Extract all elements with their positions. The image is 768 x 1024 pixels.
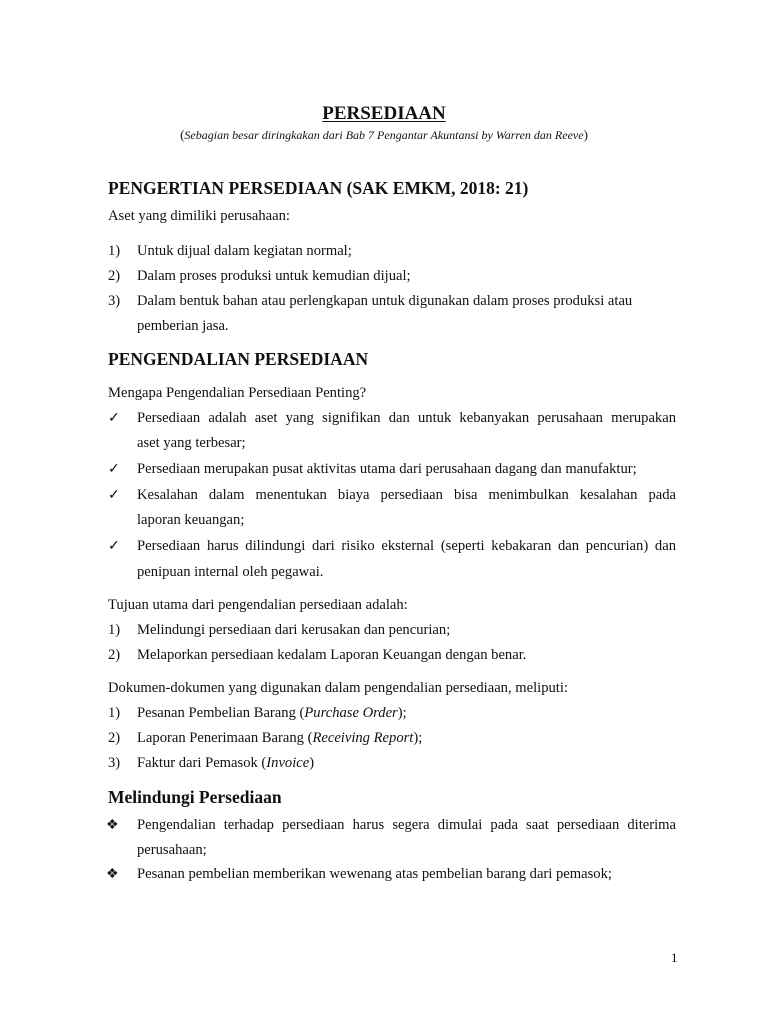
bullet-item-continuation: perusahaan; <box>137 842 207 858</box>
list-item: Dalam proses produksi untuk kemudian dijual; <box>137 268 411 284</box>
check-item: Persediaan adalah aset yang signifikan dan untuk kebanyakan perusahaan merupakan <box>137 410 676 426</box>
list-item <box>137 730 422 747</box>
doc-tail: ) <box>309 755 315 771</box>
bullet-item: Pesanan pembelian memberikan wewenang atas pembelian barang dari pemasok; <box>137 866 612 882</box>
check-item: Persediaan harus dilindungi dari risiko eksternal (seperti kebakaran dan pencurian) dan <box>137 538 676 554</box>
list-number: 1) <box>108 705 121 721</box>
doc-tail: ); <box>397 705 407 721</box>
list-number: 2) <box>108 268 121 284</box>
list-item: Melindungi persediaan dari kerusakan dan pencurian; <box>137 622 451 638</box>
list-number: 2) <box>108 730 121 746</box>
section-heading-pengendalian: PENGENDALIAN PERSEDIAAN <box>108 349 369 369</box>
checkmark-icon: ✓ <box>108 462 120 477</box>
section-heading-pengertian: PENGERTIAN PERSEDIAAN (SAK EMKM, 2018: 21) <box>108 178 529 198</box>
subtitle-close-paren: ) <box>583 127 588 142</box>
check-item: Persediaan merupakan pusat aktivitas utama dari perusahaan dagang dan manufaktur; <box>137 461 637 477</box>
list-item: Dalam bentuk bahan atau perlengkapan untuk digunakan dalam proses produksi atau <box>137 293 633 309</box>
subtitle-text: Sebagian besar diringkakan dari Bab 7 Pengantar Akuntansi by Warren dan Reeve <box>184 128 584 142</box>
checkmark-icon: ✓ <box>108 411 120 426</box>
bullet-item: Pengendalian terhadap persediaan harus segera dimulai pada saat persediaan diterima <box>137 817 676 833</box>
list-item <box>137 705 407 722</box>
list-number: 1) <box>108 243 121 259</box>
doc-term: Invoice <box>266 755 310 771</box>
doc-term: Receiving Report <box>312 730 414 746</box>
list-number: 3) <box>108 755 121 771</box>
section-heading-melindungi: Melindungi Persediaan <box>108 787 282 807</box>
diamond-bullet-icon: ❖ <box>106 818 119 833</box>
goals-intro: Tujuan utama dari pengendalian persediaan adalah: <box>108 597 408 613</box>
doc-text: Faktur dari Pemasok ( <box>137 755 267 771</box>
list-number: 1) <box>108 622 121 638</box>
list-number: 3) <box>108 293 121 309</box>
checkmark-icon: ✓ <box>108 488 120 503</box>
doc-text: Laporan Penerimaan Barang ( <box>137 730 313 746</box>
checkmark-icon: ✓ <box>108 539 120 554</box>
doc-tail: ); <box>413 730 423 746</box>
list-item-continuation: pemberian jasa. <box>137 318 229 334</box>
document-subtitle <box>0 127 768 143</box>
doc-term: Purchase Order <box>304 705 398 721</box>
list-item: Untuk dijual dalam kegiatan normal; <box>137 243 352 259</box>
list-item <box>137 755 314 772</box>
check-item-continuation: penipuan internal oleh pegawai. <box>137 564 324 580</box>
subtitle-open-paren: ( <box>180 127 185 142</box>
section1-intro: Aset yang dimiliki perusahaan: <box>108 208 290 224</box>
check-item: Kesalahan dalam menentukan biaya persediaan bisa menimbulkan kesalahan pada <box>137 487 676 503</box>
diamond-bullet-icon: ❖ <box>106 867 119 882</box>
list-item: Melaporkan persediaan kedalam Laporan Keuangan dengan benar. <box>137 647 527 663</box>
list-number: 2) <box>108 647 121 663</box>
check-item-continuation: aset yang terbesar; <box>137 435 246 451</box>
doc-text: Pesanan Pembelian Barang ( <box>137 705 305 721</box>
page-number: 1 <box>671 950 678 965</box>
document-title: PERSEDIAAN <box>322 103 446 124</box>
section2-question: Mengapa Pengendalian Persediaan Penting? <box>108 385 367 401</box>
check-item-continuation: laporan keuangan; <box>137 512 245 528</box>
documents-intro: Dokumen-dokumen yang digunakan dalam pengendalian persediaan, meliputi: <box>108 680 568 696</box>
